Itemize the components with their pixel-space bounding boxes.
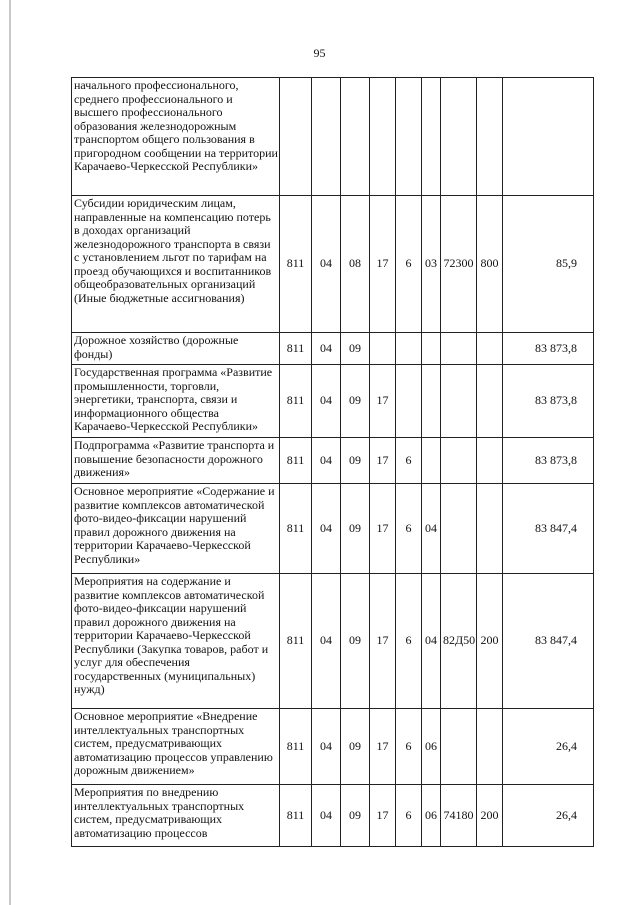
activity-code: 04 [422,484,441,574]
amount: 83 873,8 [503,333,594,365]
ministry-code: 811 [280,365,312,438]
program-code: 17 [370,365,396,438]
ministry-code: 811 [280,196,312,333]
direction-code [441,484,477,574]
subprogram-code: 6 [396,438,422,484]
table-row [72,365,594,438]
row-description: Основное мероприятие «Содержание и развитие комплексов автоматической фото-видео-фиксации нарушений правил дорожного движения на территории Карачаево-Черкесской Республики» [72,484,280,574]
direction-code: 74180 [441,785,477,847]
subsection-code: 09 [341,709,370,785]
subprogram-code [396,365,422,438]
ministry-code [280,78,312,196]
subsection-code: 08 [341,196,370,333]
expense-type-code: 800 [477,196,503,333]
subprogram-code: 6 [396,574,422,709]
amount: 83 873,8 [503,438,594,484]
amount [503,78,594,196]
section-code: 04 [312,574,341,709]
direction-code: 72300 [441,196,477,333]
program-code [370,78,396,196]
program-code: 17 [370,438,396,484]
ministry-code: 811 [280,333,312,365]
direction-code [441,709,477,785]
row-description: Подпрограмма «Развитие транспорта и повышение безопасности дорожного движения» [72,438,280,484]
row-description: Мероприятия на содержание и развитие комплексов автоматической фото-видео-фиксации нарушений правил дорожного движения на территории Карачаево-Черкесской Республики (Закупка товаров, работ и услуг для обеспечения государственных (муниципальных) нужд) [72,574,280,709]
subprogram-code: 6 [396,196,422,333]
activity-code [422,333,441,365]
subsection-code [341,78,370,196]
table-row [72,484,594,574]
subsection-code: 09 [341,365,370,438]
ministry-code: 811 [280,785,312,847]
ministry-code: 811 [280,438,312,484]
row-description: начального профессионального, среднего профессионального и высшего профессионального образования железнодорожным транспортом общего пользования в пригородном сообщении на территории Карачаево-Черкесской Республики» [72,78,280,196]
section-code: 04 [312,333,341,365]
table-row [72,333,594,365]
direction-code: 82Д50 [441,574,477,709]
activity-code: 04 [422,574,441,709]
table-row [72,785,594,847]
amount: 83 847,4 [503,484,594,574]
section-code: 04 [312,438,341,484]
page-number: 95 [313,46,326,60]
program-code: 17 [370,484,396,574]
program-code [370,333,396,365]
activity-code [422,365,441,438]
subprogram-code: 6 [396,785,422,847]
budget-table [71,77,594,847]
row-description: Мероприятия по внедрению интеллектуальных транспортных систем, предусматривающих автоматизацию процессов [72,785,280,847]
table-row [72,709,594,785]
expense-type-code [477,709,503,785]
expense-type-code [477,365,503,438]
subsection-code: 09 [341,484,370,574]
expense-type-code: 200 [477,574,503,709]
ministry-code: 811 [280,484,312,574]
section-code: 04 [312,709,341,785]
subsection-code: 09 [341,438,370,484]
section-code: 04 [312,484,341,574]
row-description: Дорожное хозяйство (дорожные фонды) [72,333,280,365]
direction-code [441,365,477,438]
amount: 26,4 [503,785,594,847]
table-row [72,438,594,484]
expense-type-code [477,438,503,484]
subsection-code: 09 [341,785,370,847]
ministry-code: 811 [280,709,312,785]
amount: 26,4 [503,709,594,785]
section-code: 04 [312,365,341,438]
subprogram-code: 6 [396,709,422,785]
direction-code [441,78,477,196]
activity-code [422,438,441,484]
subprogram-code: 6 [396,484,422,574]
direction-code [441,438,477,484]
expense-type-code [477,333,503,365]
activity-code: 03 [422,196,441,333]
program-code: 17 [370,574,396,709]
section-code [312,78,341,196]
scan-edge-line [9,0,11,905]
table-row [72,78,594,196]
program-code: 17 [370,785,396,847]
section-code: 04 [312,785,341,847]
ministry-code: 811 [280,574,312,709]
amount: 83 847,4 [503,574,594,709]
direction-code [441,333,477,365]
subsection-code: 09 [341,333,370,365]
expense-type-code [477,78,503,196]
program-code: 17 [370,709,396,785]
expense-type-code [477,484,503,574]
row-description: Основное мероприятие «Внедрение интеллектуальных транспортных систем, предусматривающих автоматизацию процессов управлению дорожным движением» [72,709,280,785]
activity-code: 06 [422,709,441,785]
program-code: 17 [370,196,396,333]
row-description: Государственная программа «Развитие промышленности, торговли, энергетики, транспорта, связи и информационного общества Карачаево-Черкесской Республики» [72,365,280,438]
subprogram-code [396,333,422,365]
amount: 83 873,8 [503,365,594,438]
expense-type-code: 200 [477,785,503,847]
subprogram-code [396,78,422,196]
table-row [72,196,594,333]
section-code: 04 [312,196,341,333]
table-row [72,574,594,709]
amount: 85,9 [503,196,594,333]
activity-code: 06 [422,785,441,847]
activity-code [422,78,441,196]
subsection-code: 09 [341,574,370,709]
row-description: Субсидии юридическим лицам, направленные на компенсацию потерь в доходах организаций железнодорожного транспорта в связи с установлением льгот по тарифам на проезд обучающихся и воспитанников общеобразовательных организаций (Иные бюджетные ассигнования) [72,196,280,333]
